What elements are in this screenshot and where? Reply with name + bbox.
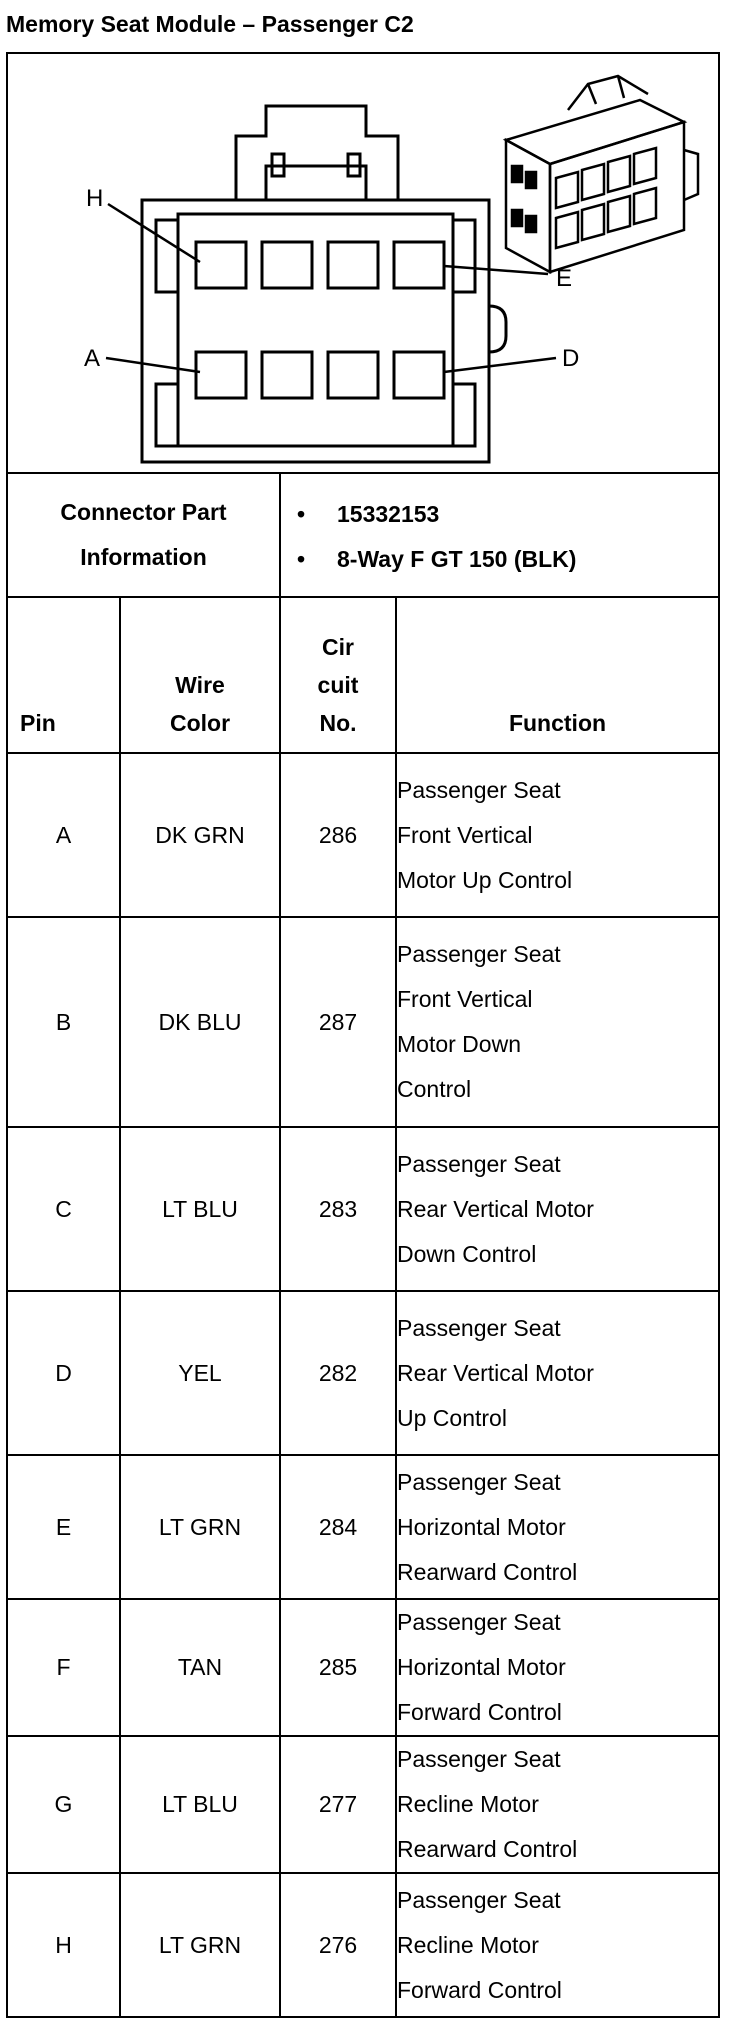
label-pin-e: E (556, 265, 573, 292)
wire-color-cell: YEL (120, 1291, 280, 1455)
wire-color-cell: LT BLU (120, 1736, 280, 1873)
function-cell (396, 753, 719, 917)
connector-part-label (7, 473, 280, 597)
connector-part-info (280, 473, 719, 597)
function-line: Front Vertical (397, 986, 533, 1012)
header-function: Function (396, 597, 719, 753)
circuit-cell: 276 (280, 1873, 396, 2017)
table-row (7, 1127, 719, 1291)
function-cell (396, 1873, 719, 2017)
function-cell (396, 1127, 719, 1291)
function-line: Horizontal Motor (397, 1654, 566, 1680)
header-wire-line2: Color (169, 710, 231, 736)
header-wire-line1: Wire (175, 672, 225, 698)
cavity-row-top (196, 242, 444, 288)
function-cell (396, 1599, 719, 1736)
connector-iso-view (506, 76, 698, 272)
pin-cell: E (7, 1455, 120, 1599)
wire-color-cell: TAN (120, 1599, 280, 1736)
connector-diagram (8, 54, 716, 472)
pin-cell: D (7, 1291, 120, 1455)
connector-info-row (7, 473, 719, 597)
pin-cell: F (7, 1599, 120, 1736)
table-row (7, 1873, 719, 2017)
header-wire-color (120, 597, 280, 753)
connector-label-line1: Connector Part (60, 499, 227, 525)
header-circuit-line3: No. (319, 710, 357, 736)
wire-color-cell: LT BLU (120, 1127, 280, 1291)
pin-cell: B (7, 917, 120, 1127)
table-row (7, 1455, 719, 1599)
function-line: Rearward Control (397, 1558, 578, 1585)
connector-label-line2: Information (80, 544, 207, 570)
function-cell (396, 1291, 719, 1455)
function-line: Passenger Seat (397, 1886, 561, 1913)
table-row (7, 1291, 719, 1455)
label-pin-h: H (86, 185, 104, 212)
table-header-row (7, 597, 719, 753)
circuit-cell: 282 (280, 1291, 396, 1455)
function-line: Passenger Seat (397, 776, 561, 803)
connector-diagram-cell (7, 53, 719, 473)
function-line: Rearward Control (397, 1836, 578, 1862)
pin-cell: A (7, 753, 120, 917)
table-row (7, 1599, 719, 1736)
function-line: Recline Motor (397, 1931, 539, 1958)
connector-info-list (281, 488, 718, 582)
function-line: Passenger Seat (397, 1609, 561, 1635)
circuit-cell: 283 (280, 1127, 396, 1291)
page-title: Memory Seat Module – Passenger C2 (6, 11, 414, 37)
connector-sheet (6, 52, 718, 2018)
wire-color-cell: LT GRN (120, 1455, 280, 1599)
pin-cell: C (7, 1127, 120, 1291)
function-line: Rear Vertical Motor (397, 1359, 594, 1386)
function-line: Down Control (397, 1240, 537, 1267)
connector-type: • 8-Way F GT 150 (BLK) (337, 537, 718, 582)
function-line: Motor Up Control (397, 866, 573, 893)
function-cell (396, 1736, 719, 1873)
header-circuit-line2: cuit (317, 672, 359, 698)
function-line: Passenger Seat (397, 1746, 561, 1772)
function-line: Horizontal Motor (397, 1513, 566, 1540)
function-cell (396, 917, 719, 1127)
connector-body (142, 200, 489, 462)
circuit-cell: 285 (280, 1599, 396, 1736)
pin-cell: H (7, 1873, 120, 2017)
table-row (7, 753, 719, 917)
function-cell (396, 1455, 719, 1599)
header-pin: Pin (7, 597, 120, 753)
header-circuit-no (280, 597, 396, 753)
function-line: Passenger Seat (397, 941, 561, 967)
function-line: Passenger Seat (397, 1150, 561, 1177)
function-line: Up Control (397, 1404, 507, 1431)
connector-part-number: • 15332153 (337, 492, 718, 537)
circuit-cell: 286 (280, 753, 396, 917)
table-row (7, 917, 719, 1127)
circuit-cell: 287 (280, 917, 396, 1127)
function-line: Forward Control (397, 1976, 562, 2003)
cavity-row-bottom (196, 352, 444, 398)
diagram-row (7, 53, 719, 473)
wire-color-cell: LT GRN (120, 1873, 280, 2017)
function-line: Passenger Seat (397, 1314, 561, 1341)
table-row (7, 1736, 719, 1873)
label-pin-d: D (562, 345, 580, 372)
wire-color-cell: DK GRN (120, 753, 280, 917)
function-line: Rear Vertical Motor (397, 1195, 594, 1222)
header-circuit-line1: Cir (322, 634, 354, 660)
wire-color-cell: DK BLU (120, 917, 280, 1127)
function-line: Forward Control (397, 1699, 562, 1725)
label-pin-a: A (84, 345, 101, 372)
function-line: Front Vertical (397, 821, 533, 848)
circuit-cell: 277 (280, 1736, 396, 1873)
circuit-cell: 284 (280, 1455, 396, 1599)
function-line: Recline Motor (397, 1791, 539, 1817)
pin-cell: G (7, 1736, 120, 1873)
function-line: Control (397, 1076, 472, 1102)
function-line: Motor Down (397, 1031, 521, 1057)
pinout-table (6, 52, 720, 2018)
function-line: Passenger Seat (397, 1468, 561, 1495)
